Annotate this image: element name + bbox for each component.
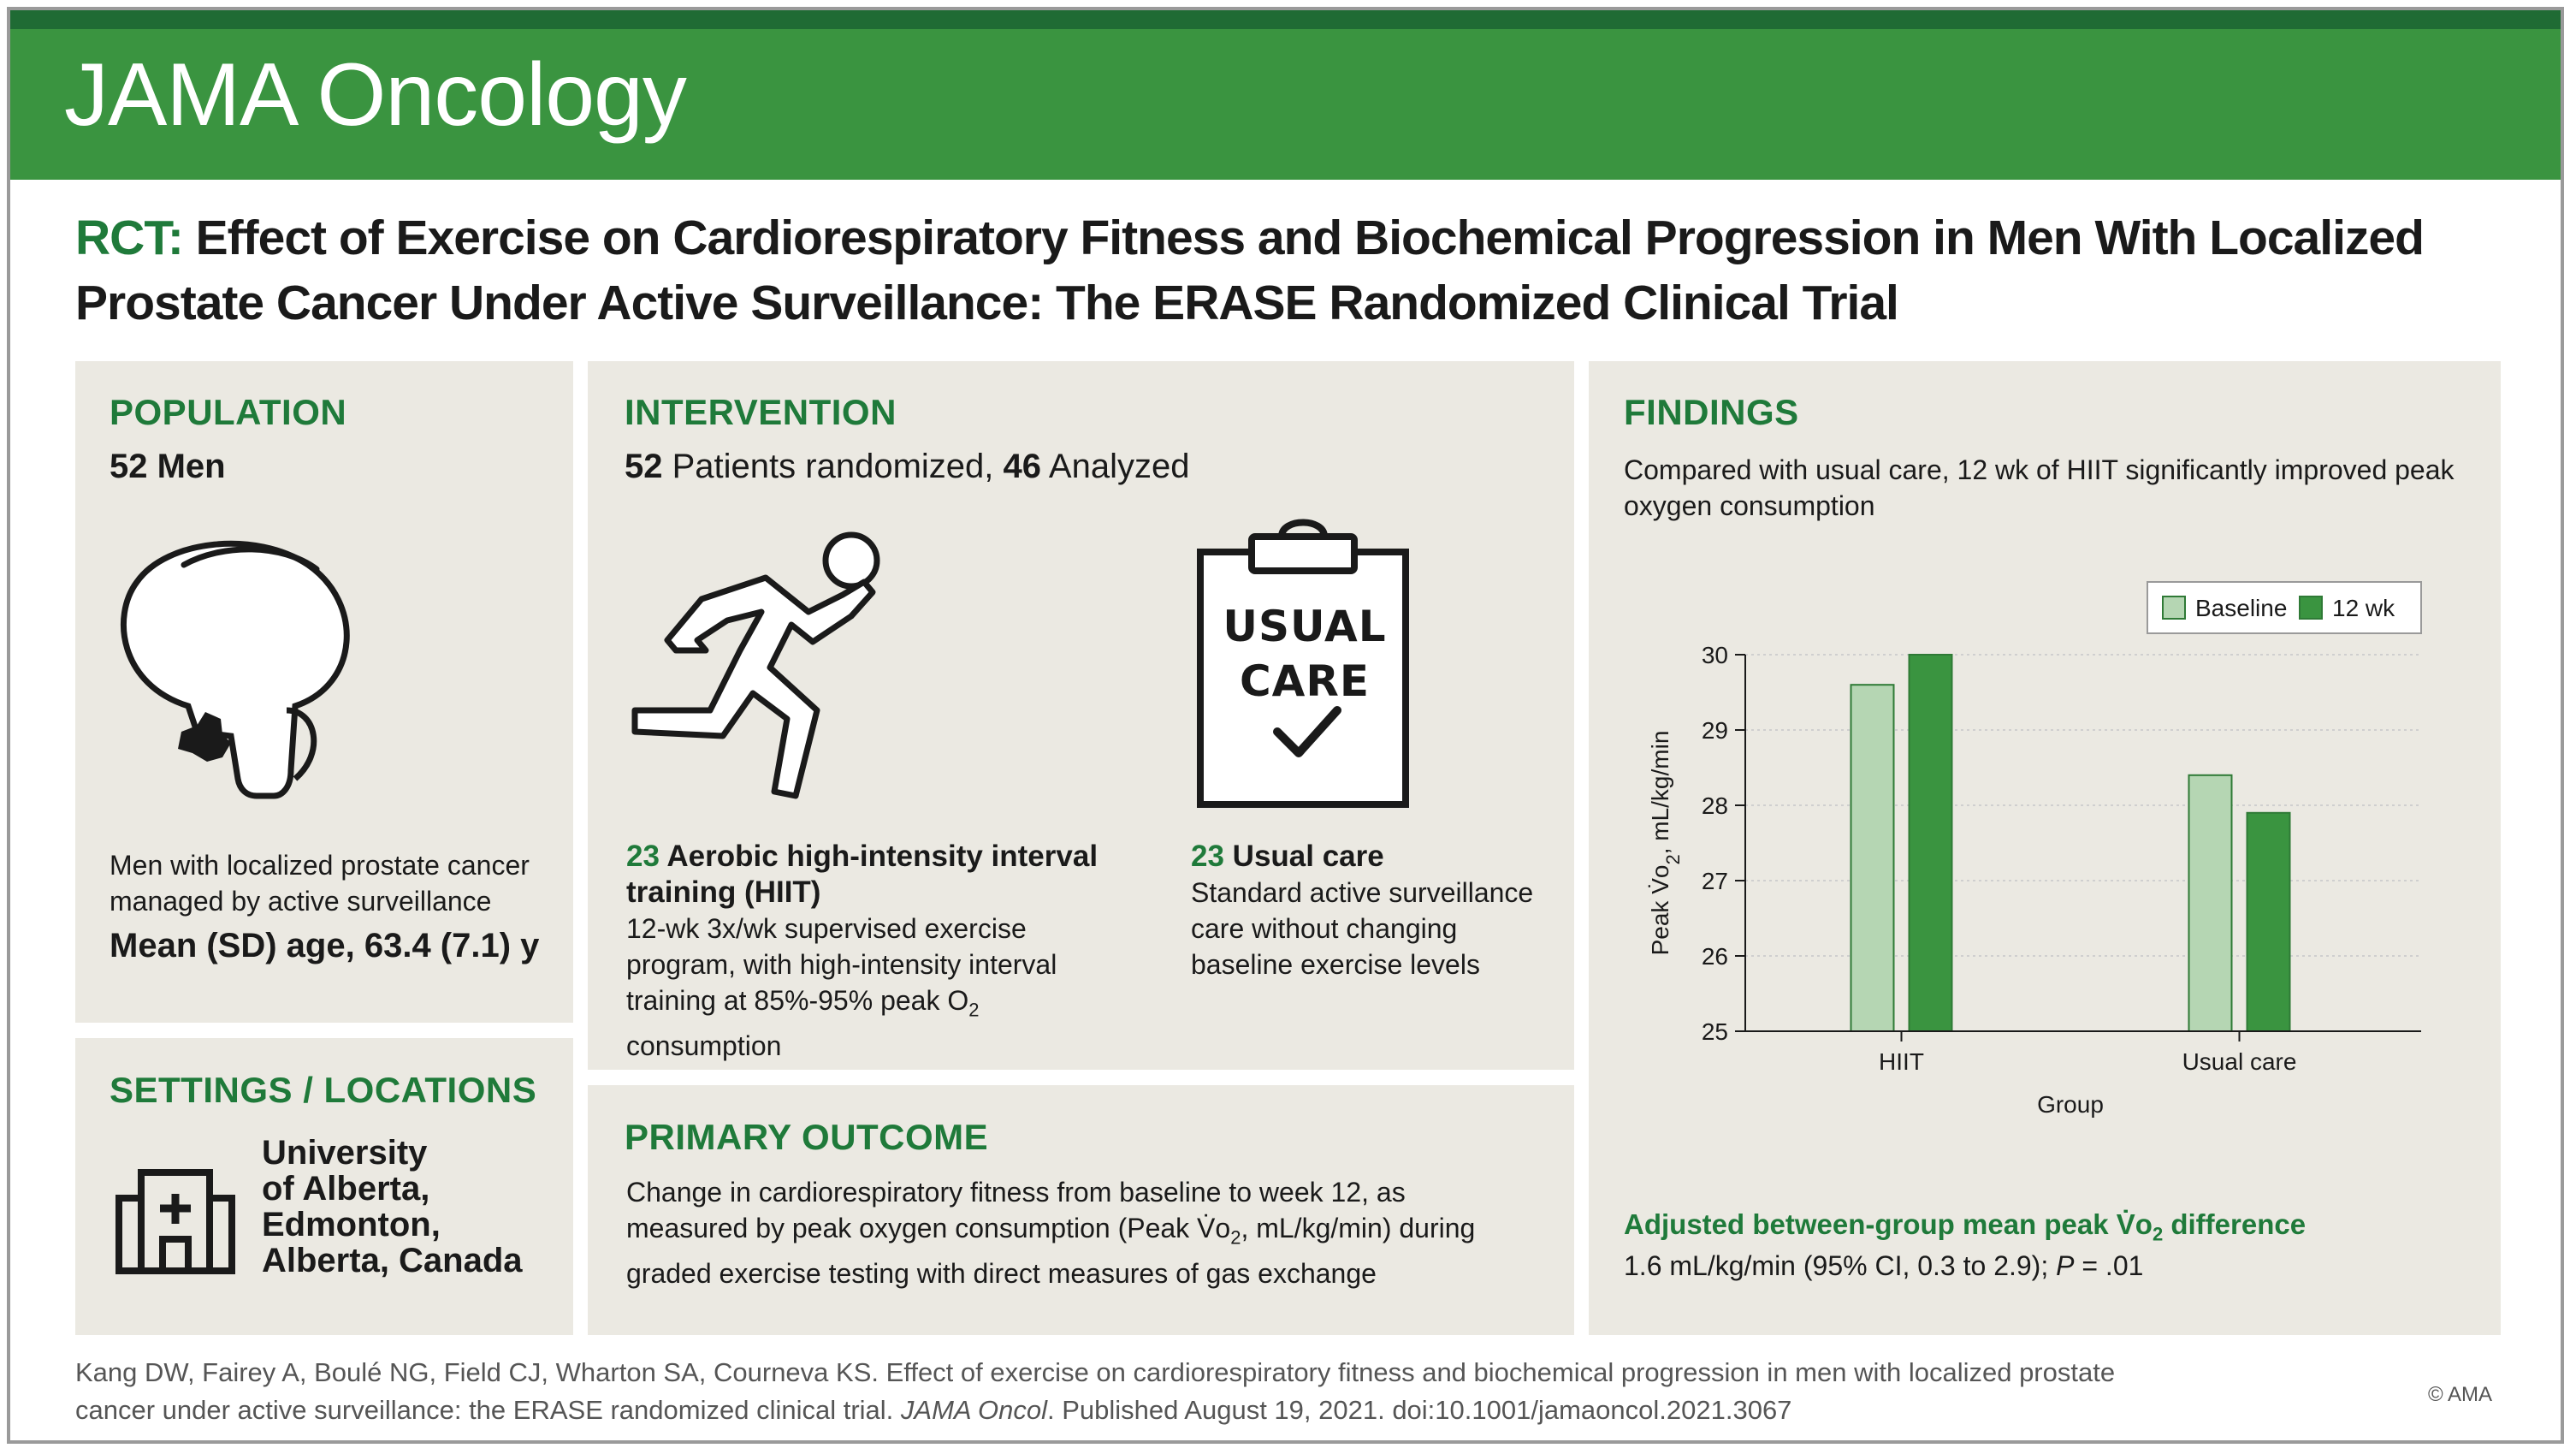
- analyzed-label: Analyzed: [1041, 448, 1190, 485]
- citation-journal: JAMA Oncol: [900, 1395, 1048, 1425]
- chart-legend: [2147, 582, 2421, 633]
- intervention-heading: INTERVENTION: [625, 392, 897, 432]
- x-tick-label: Usual care: [2182, 1048, 2297, 1075]
- hiit-title: [626, 839, 1140, 911]
- location-line-3: Edmonton,: [262, 1206, 441, 1243]
- uc-title-text: Usual care: [1223, 840, 1384, 873]
- clipboard-label-line-1: USUAL: [1223, 602, 1387, 651]
- outcome-desc-subscript: 2: [1230, 1226, 1241, 1249]
- diff-label-tail: difference: [2163, 1208, 2307, 1240]
- population-heading: POPULATION: [110, 392, 347, 432]
- location-line-2: of Alberta,: [262, 1170, 430, 1208]
- legend-label: Baseline: [2195, 595, 2288, 621]
- diff-label-subscript: 2: [2152, 1223, 2164, 1245]
- settings-location: [262, 1135, 523, 1279]
- diff-value-text: 1.6 mL/kg/min (95% CI, 0.3 to 2.9);: [1624, 1250, 2057, 1281]
- chart-gridlines: [1745, 655, 2421, 956]
- population-age: Mean (SD) age, 63.4 (7.1) y: [110, 927, 540, 964]
- primary-outcome-heading: PRIMARY OUTCOME: [625, 1117, 989, 1157]
- runner-icon: [625, 531, 915, 804]
- findings-difference-label: [1624, 1207, 2306, 1253]
- building-icon: [115, 1164, 235, 1275]
- usual-care-arm: [1191, 839, 1550, 982]
- bar: [2247, 813, 2290, 1031]
- findings-heading: FINDINGS: [1624, 392, 1799, 432]
- y-tick-label: 30: [1701, 642, 1728, 668]
- y-tick-label: 29: [1701, 717, 1728, 744]
- copyright: © AMA: [2428, 1383, 2493, 1406]
- title-text: Effect of Exercise on Cardiorespiratory Fitness and Biochemical Progression in Men With Localized Prostate Cancer Under Active Surveillance: The ERASE Randomized Clinical Trial: [75, 211, 2424, 330]
- citation-tail: . Published August 19, 2021. doi:10.1001/jamaoncol.2021.3067: [1047, 1395, 1792, 1425]
- y-tick-label: 25: [1701, 1018, 1728, 1045]
- journal-title: JAMA Oncology: [64, 45, 686, 145]
- findings-summary: Compared with usual care, 12 wk of HIIT significantly improved peak oxygen consumption: [1624, 454, 2455, 521]
- randomized-label: Patients randomized,: [662, 448, 1004, 485]
- population-count: 52 Men: [110, 448, 226, 485]
- findings-bar-chart: [1608, 573, 2464, 1121]
- x-axis-label: Group: [2037, 1091, 2104, 1118]
- hiit-title-text: Aerobic high-intensity interval training (HIIT): [626, 840, 1099, 909]
- legend-swatch: [2163, 596, 2185, 619]
- hiit-desc-tail: consumption: [626, 1030, 782, 1062]
- y-tick-label: 27: [1701, 868, 1728, 894]
- hiit-description: [626, 911, 1140, 1064]
- diff-label-text: Adjusted between-group mean peak V̇o: [1624, 1208, 2153, 1240]
- y-axis-label-subscript: 2: [1661, 854, 1684, 865]
- hiit-count: 23: [626, 840, 660, 873]
- bar: [2189, 775, 2232, 1031]
- hiit-desc-text: 12-wk 3x/wk supervised exercise program, with high-intensity interval training at 85%-95% peak O: [626, 913, 1057, 1016]
- title-lead: RCT:: [75, 211, 183, 265]
- primary-outcome-description: [626, 1174, 1533, 1291]
- intervention-counts: [625, 445, 1189, 488]
- location-line-4: Alberta, Canada: [262, 1242, 523, 1279]
- banner-stripe: [10, 10, 2561, 29]
- chart-bars: [1851, 655, 2290, 1031]
- settings-heading: SETTINGS / LOCATIONS: [110, 1070, 537, 1110]
- y-tick-label: 26: [1701, 943, 1728, 970]
- uc-count: 23: [1191, 840, 1224, 873]
- outcome-desc-tail: , mL/kg/min) during graded exercise testing with direct measures of gas exchange: [626, 1213, 1476, 1290]
- x-tick-label: HIIT: [1879, 1048, 1924, 1075]
- findings-difference-value: [1624, 1248, 2143, 1284]
- analyzed-count: 46: [1003, 448, 1041, 485]
- diff-value-p: P: [2056, 1250, 2075, 1281]
- y-axis-label: Peak $V̇o_2$, mL/kg/min: [1647, 730, 1684, 956]
- hiit-arm: [626, 839, 1140, 1064]
- legend-swatch: [2300, 596, 2322, 619]
- citation: [75, 1354, 2180, 1429]
- infographic-title: [75, 205, 2505, 335]
- legend-label: 12 wk: [2332, 595, 2395, 621]
- bar: [1910, 655, 1952, 1031]
- diff-value-tail: = .01: [2074, 1250, 2144, 1281]
- citation-text: Kang DW, Fairey A, Boulé NG, Field CJ, Wharton SA, Courneva KS. Effect of exercise on cardiorespiratory fitness and biochemical progression in men with localized prostate cancer under active surveillance: the ERASE randomized clinical trial.: [75, 1357, 2116, 1425]
- population-description: Men with localized prostate cancer managed by active surveillance: [110, 850, 530, 917]
- hiit-desc-subscript: 2: [968, 999, 980, 1021]
- outcome-desc-text: Change in cardiorespiratory fitness from baseline to week 12, as measured by peak oxygen consumption (Peak V̇o: [626, 1177, 1406, 1243]
- randomized-count: 52: [625, 448, 663, 485]
- bar: [1851, 685, 1894, 1031]
- clipboard-label-line-2: CARE: [1239, 656, 1371, 706]
- location-line-1: University: [262, 1134, 428, 1172]
- uc-description: Standard active surveillance care without changing baseline exercise levels: [1191, 877, 1534, 980]
- prostate-icon: [103, 513, 394, 804]
- uc-title: [1191, 839, 1550, 875]
- clipboard-label: [1198, 599, 1412, 709]
- y-tick-label: 28: [1701, 792, 1728, 819]
